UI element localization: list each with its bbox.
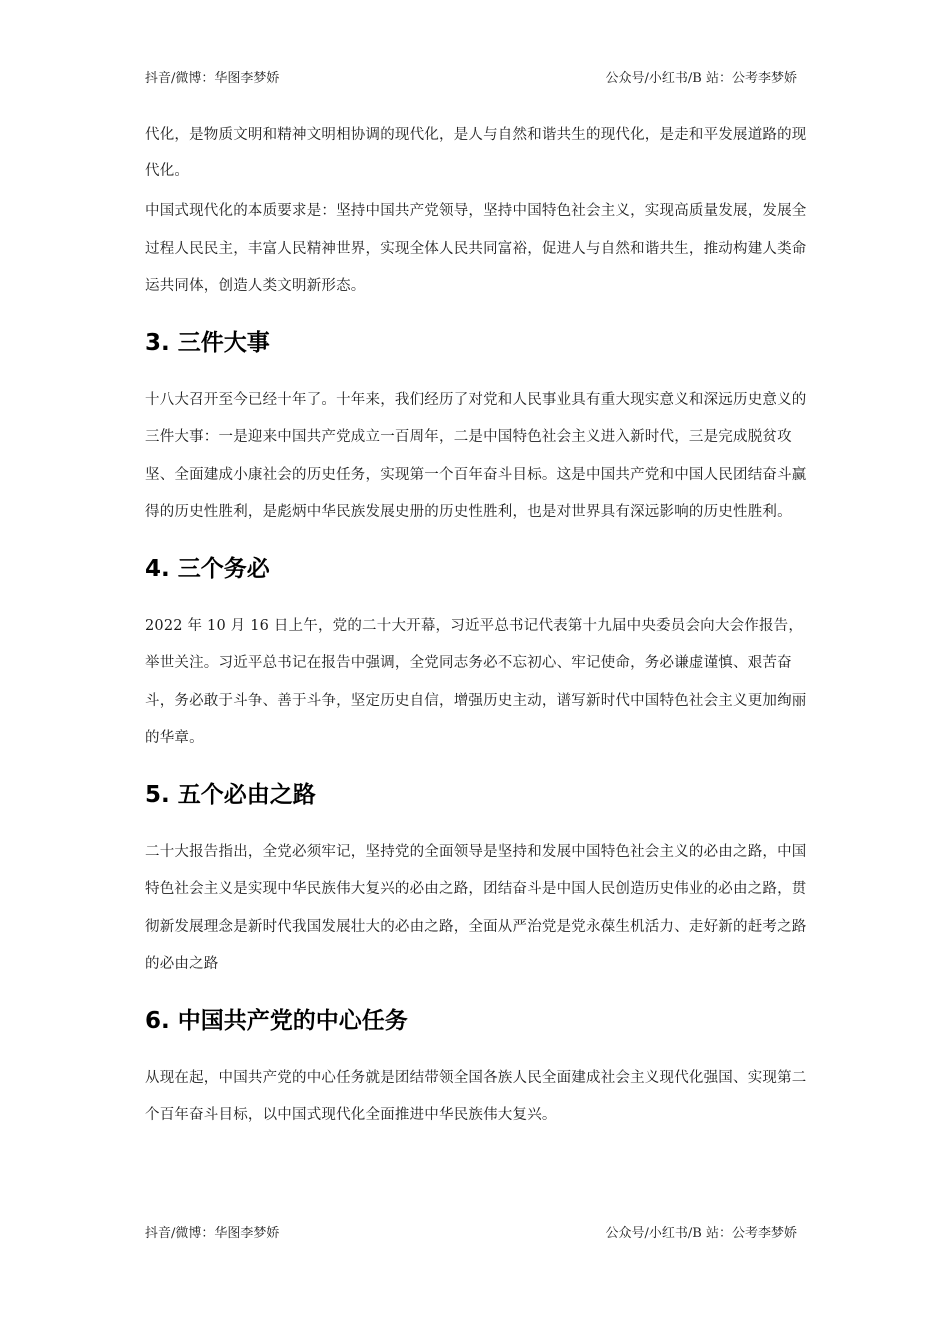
section-heading: 4. 三个务必 [145,555,270,582]
footer-left-text: 抖音/微博：华图李梦娇 [145,1226,280,1241]
intro-paragraph-1: 代化，是物质文明和精神文明相协调的现代化，是人与自然和谐共生的现代化，是走和平发展道路的现代化。 [145,127,807,179]
section-heading: 3. 三件大事 [145,329,270,356]
footer-right-text: 公众号/小红书/B 站：公考李梦娇 [605,1226,797,1241]
section-heading: 6. 中国共产党的中心任务 [145,1007,408,1034]
header-left-text: 抖音/微博：华图李梦娇 [145,71,280,86]
section-paragraph: 十八大召开至今已经十年了。十年来，我们经历了对党和人民事业具有重大现实意义和深远历史意义的三件大事：一是迎来中国共产党成立一百周年，二是中国特色社会主义进入新时代，三是完成脱贫攻坚、全面建成小康社会的历史任务，实现第一个百年奋斗目标。这是中国共产党和中国人民团结奋斗赢得的历史性胜利，是彪炳中华民族发展史册的历史性胜利，也是对世界具有深远影响的历史性胜利。 [145,391,807,520]
section-paragraph: 二十大报告指出，全党必须牢记，坚持党的全面领导是坚持和发展中国特色社会主义的必由之路，中国特色社会主义是实现中华民族伟大复兴的必由之路，团结奋斗是中国人民创造历史伟业的必由之路，贯彻新发展理念是新时代我国发展壮大的必由之路，全面从严治党是党永葆生机活力、走好新的赶考之路的必由之路 [145,843,807,972]
section-three-major-events [145,328,813,532]
section-three-musts [145,554,813,758]
section-paragraph: 从现在起，中国共产党的中心任务就是团结带领全国各族人民全面建成社会主义现代化强国、实现第二个百年奋斗目标，以中国式现代化全面推进中华民族伟大复兴。 [145,1069,807,1123]
document-body [145,117,813,1135]
section-heading: 5. 五个必由之路 [145,781,316,808]
page-header [145,70,797,88]
page-footer [145,1225,797,1243]
section-central-task [145,1006,813,1135]
header-right-text: 公众号/小红书/B 站：公考李梦娇 [605,71,797,86]
section-paragraph: 2022 年 10 月 16 日上午，党的二十大开幕，习近平总书记代表第十九届中央委员会向大会作报告，举世关注。习近平总书记在报告中强调，全党同志务必不忘初心、牢记使命，务必谦虚谨慎、艰苦奋斗，务必敢于斗争、善于斗争，坚定历史自信，增强历史主动，谱写新时代中国特色社会主义更加绚丽的华章。 [145,617,807,746]
section-five-paths [145,780,813,984]
intro-paragraph-2: 中国式现代化的本质要求是：坚持中国共产党领导，坚持中国特色社会主义，实现高质量发展，发展全过程人民民主，丰富人民精神世界，实现全体人民共同富裕，促进人与自然和谐共生，推动构建人类命运共同体，创造人类文明新形态。 [145,203,807,294]
